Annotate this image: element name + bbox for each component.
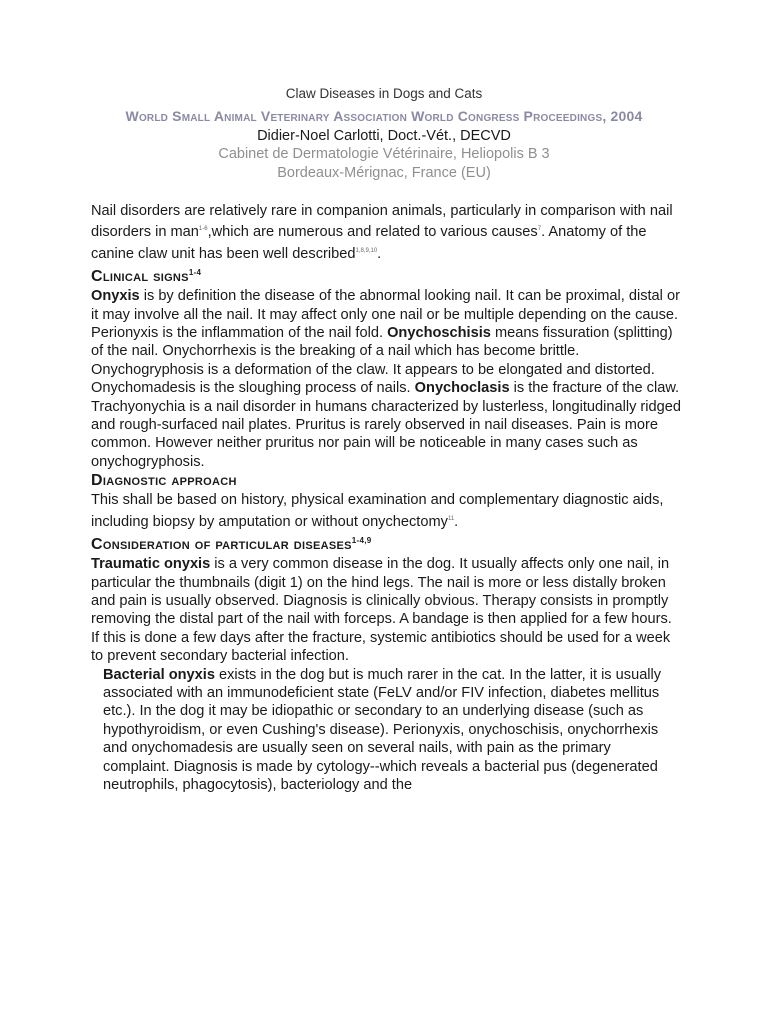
clinical-signs-paragraph [91,287,681,471]
proceedings-line: World Small Animal Veterinary Association World Congress Proceedings, 2004 [125,108,643,124]
intro-text-3: . Anatomy of the canine claw unit has been well described [91,224,647,262]
heading-text: Clinical signs [91,268,189,286]
reference-marker: 1-4 [188,268,202,278]
document-title: Claw Diseases in Dogs and Cats [285,86,483,101]
traumatic-onyxis-paragraph [91,555,681,665]
reference-marker: 1,8,9,10 [355,247,378,254]
clinical-text-2: means fissuration (splitting) of the nail. Onychorrhexis is the breaking of a nail which has become brittle. Onychogryphosis is a deformation of the claw. It appears to be elongated and distorted. Onychomadesis is the sloughing process of nails. [91,325,673,397]
term-onychoclasis: Onychoclasis [414,380,510,397]
document-body [91,202,681,794]
section-heading-clinical-signs [91,263,681,287]
diagnostic-text-2: . [454,513,459,530]
intro-text-1: Nail disorders are relatively rare in companion animals, particularly in comparison with nail disorders in man [91,203,673,241]
heading-text: Consideration of particular diseases [91,536,352,554]
term-onyxis: Onyxis [91,288,140,305]
clinical-text-3: is the fracture of the claw. Trachyonychia is a nail disorder in humans characterized by lusterless, longitudinally ridged and rough-surfaced nail plates. Pruritus is rarely observed in nail diseases. Pain is more common. However neither pruritus nor pain will be noticeable in many cases such as onychogryphosis. [91,380,681,470]
diagnostic-paragraph [91,491,681,531]
document-header [0,84,768,182]
intro-text-2: ,which are numerous and related to various causes [207,224,538,241]
clinical-text-1: is by definition the disease of the abnormal looking nail. It can be proximal, distal or it may involve all the nail. It may affect only one nail or be multiple depending on the cause. Perionyxis is the inflammation of the nail fold. [91,288,680,342]
author-line: Didier-Noel Carlotti, Doct.-Vét., DECVD [257,128,511,144]
bacterial-onyxis-paragraph [91,666,681,795]
affiliation-line-1: Cabinet de Dermatologie Vétérinaire, Heliopolis B 3 [218,146,550,162]
bacterial-text: exists in the dog but is much rarer in the cat. In the latter, it is usually associated with an immunodeficient state (FeLV and/or FIV infection, diabetes mellitus etc.). In the dog it may be idiopathic or secondary to an underlying disease (such as hypothyroidism, or even Cushing's disease). Perionyxis, onychoschisis, onychorrhexis and onychomadesis are usually seen on several nails, with pain as the primary complaint. Diagnosis is made by cytology--which reveals a bacterial pus (degenerated neutrophils, phagocytosis), bacteriology and the [103,666,662,793]
reference-marker: 11 [447,515,455,522]
intro-text-4: . [377,245,382,262]
reference-marker: 7 [537,226,542,233]
affiliation-line-2: Bordeaux-Mérignac, France (EU) [277,165,491,181]
term-traumatic-onyxis: Traumatic onyxis [91,556,211,573]
term-onychoschisis: Onychoschisis [387,325,491,342]
intro-paragraph [91,202,681,263]
section-heading-diagnostic-approach: Diagnostic approach [91,472,237,490]
reference-marker: 1-4,9 [351,536,372,546]
term-bacterial-onyxis: Bacterial onyxis [103,666,215,683]
traumatic-text: is a very common disease in the dog. It usually affects only one nail, in particular the thumbnails (digit 1) on the hind legs. The nail is more or less distally broken and pain is usually observed. Diagnosis is clinically obvious. Therapy consists in promptly removing the distal part of the nail with forceps. A bandage is then applied for a few hours. If this is done a few days after the fracture, systemic antibiotics should be used for a week to prevent secondary bacterial infection. [91,556,672,665]
section-heading-particular-diseases [91,531,681,555]
diagnostic-text-1: This shall be based on history, physical examination and complementary diagnostic aids, including biopsy by amputation or without onychectomy [91,492,664,530]
reference-marker: 1-6 [198,226,208,233]
